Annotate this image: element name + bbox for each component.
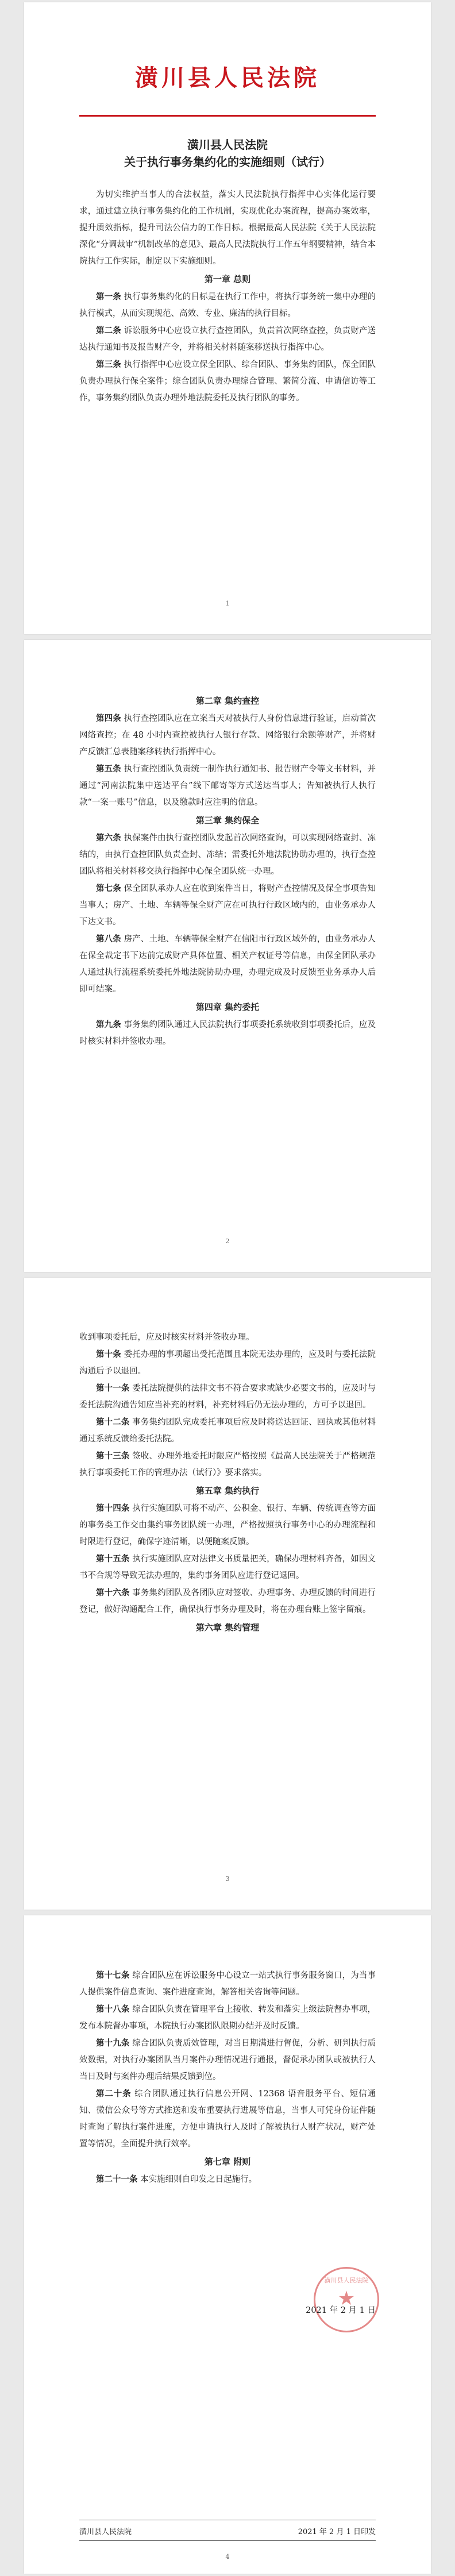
article-text: 执保案件由执行查控团队发起首次网络查询，可以实现网络查封、冻结的，由执行查控团队负责查封、冻结；需委托外地法院协助办理的，执行查控团队将相关材料移交执行指挥中心保全团队统一办理。: [79, 834, 376, 876]
article-number: 第四条: [96, 714, 121, 723]
article-text: 执行查控团队应在立案当天对被执行人身份信息进行验证，启动首次网络查控；在 48 小时内查控被执行人银行存款、网络银行余额等财产，并将财产反馈汇总表随案移转执行指挥中心。: [79, 714, 376, 757]
article-number: 第二十一条: [96, 2174, 138, 2184]
article-number: 第十九条: [96, 2038, 130, 2048]
article-number: 第十七条: [96, 1970, 130, 1980]
article-6: [79, 830, 376, 880]
footer-bottom-rule: [79, 2540, 376, 2541]
article-text: 执行事务集约化的目标是在执行工作中，将执行事务统一集中办理的执行模式，从而实现规范、高效、专业、廉洁的执行目标。: [79, 292, 376, 318]
document-page-2: [24, 640, 431, 1272]
masthead-divider: [79, 115, 376, 117]
article-number: 第二条: [96, 326, 121, 336]
article-text: 诉讼服务中心应设立执行查控团队，负责首次网络查控，负责财产送达执行通知书及报告财产令，并将相关材料随案移送执行指挥中心。: [79, 326, 376, 352]
article-15: [79, 1551, 376, 1584]
article-number: 第十八条: [96, 2004, 130, 2014]
article-10: [79, 1346, 376, 1380]
page-number: 2: [225, 1237, 230, 1245]
article-number: 第五条: [96, 764, 121, 774]
article-text: 执行查控团队负责统一制作执行通知书、报告财产令等文书材料，并通过“河南法院集中送达平台”线下邮寄等方式送达当事人；告知被执行人执行款“一案一账号”信息，以及缴款时应注明的信息。: [79, 765, 376, 807]
red-masthead: 潢川县人民法院: [135, 64, 320, 91]
article-4: [79, 710, 376, 761]
article-number: 第一条: [96, 292, 121, 302]
article-text: 综合团队通过执行信息公开网、12368 语音服务平台、短信通知、微信公众号等方式推送和发布重要执行进展等信息，当事人可凭身份证件随时查询了解执行案件进度，方便申请执行人及时了解被执行人财产状况，财产处置等情况，全面提升执行效率。: [79, 2089, 376, 2149]
article-text: 委托法院提供的法律文书不符合要求或缺少必要文书的，应及时与委托法院沟通告知应当补充的材料，补充材料后仍无法办理的，方可予以退回。: [79, 1384, 376, 1410]
article-17: [79, 1967, 376, 2001]
page-number: 3: [225, 1875, 230, 1883]
article-text: 执行实施团队可将不动产、公积金、银行、车辆、传统调查等方面的事务类工作交由集约事务团队统一办理，严格按照执行事务中心的办理流程和时限进行登记，确保字迹清晰，以便随案反馈。: [79, 1504, 376, 1547]
article-text: 委托办理的事项超出受托范围且本院无法办理的，应及时与委托法院沟通后予以退回。: [79, 1350, 376, 1376]
chapter-6-heading: 第六章 集约管理: [195, 1622, 260, 1633]
court-seal: [314, 2267, 379, 2332]
title-line-1: 潢川县人民法院: [187, 138, 268, 152]
continued-text: 收到事项委托后，应及时核实材料并签收办理。: [79, 1333, 255, 1342]
title-line-2: 关于执行事务集约化的实施细则（试行）: [124, 155, 331, 169]
article-3: [79, 356, 376, 407]
article-number: 第十条: [96, 1349, 121, 1359]
article-number: 第二十条: [96, 2089, 132, 2099]
article-2: [79, 322, 376, 356]
article-21: [79, 2171, 376, 2188]
article-text: 执行实施团队应对法律文书质量把关，确保办理材料齐备，如因文书不合规等导致无法办理的，集约事务团队应进行登记退回。: [79, 1555, 376, 1580]
article-7: [79, 880, 376, 931]
article-5: [79, 761, 376, 811]
article-1: [79, 288, 376, 322]
article-20: [79, 2085, 376, 2153]
article-number: 第七条: [96, 884, 121, 893]
chapter-5-heading: 第五章 集约执行: [195, 1486, 260, 1496]
footer-issuer: 潢川县人民法院: [79, 2528, 132, 2536]
article-text: 签收、办理外地委托时限应严格按照《最高人民法院关于严格规范执行事项委托工作的管理办法（试行）》要求落实。: [79, 1452, 376, 1478]
chapter-3-heading: 第三章 集约保全: [195, 815, 260, 826]
article-16: [79, 1584, 376, 1618]
article-text: 房产、土地、车辆等保全财产在信阳市行政区域外的，由业务承办人在保全裁定书下达前完成财产具体位置、相关产权证号等信息，由保全团队承办人通过执行流程系统委托外地法院协助办理，办理完成及时反馈至业务承办人后即可结案。: [79, 935, 376, 994]
signature-date: 2021 年 2 月 1 日: [306, 2306, 376, 2315]
article-number: 第三条: [96, 360, 121, 369]
article-11: [79, 1380, 376, 1414]
article-14: [79, 1500, 376, 1551]
article-text: 执行指挥中心应设立保全团队、综合团队、事务集约团队，保全团队负责办理执行保全案件；综合团队负责办理综合管理、繁简分流、申请信访等工作，事务集约团队负责办理外地法院委托及执行团队的事务。: [79, 360, 376, 403]
article-text: 事务集约团队及各团队应对签收、办理事务、办理反馈的时间进行登记，做好沟通配合工作，确保执行事务办理及时，将在办理台账上签字留痕。: [79, 1588, 376, 1614]
footer-issue-date: 2021 年 2 月 1 日印发: [298, 2528, 376, 2536]
seal-star-icon: ★: [337, 2287, 356, 2310]
article-text: 保全团队承办人应在收到案件当日，将财产查控情况及保全事项告知当事人；房产、土地、车辆等保全财产应在可执行行政区域内的，由业务承办人下达文书。: [79, 884, 376, 927]
article-number: 第十三条: [96, 1451, 130, 1461]
article-text: 事务集约团队完成委托事项后应及时将送达回证、回执或其他材料通过系统反馈给委托法院。: [79, 1418, 376, 1444]
chapter-2-heading: 第二章 集约查控: [195, 696, 260, 706]
document-page-4: [24, 1915, 431, 2574]
article-number: 第六条: [96, 833, 121, 843]
article-text: 综合团队负责质效管理，对当日期满进行督促，分析、研判执行质效数据，对执行办案团队当月案件办理情况进行通报，督促承办团队或被执行人当日及时与案件办理后结果反馈到位。: [79, 2039, 376, 2081]
article-text: 综合团队应在诉讼服务中心设立一站式执行事务服务窗口，为当事人提供案件信息查询、案件进度查询，解答相关咨询等问题。: [79, 1971, 376, 1997]
article-text: 事务集约团队通过人民法院执行事项委托系统收到事项委托后，应及时核实材料并签收办理。: [79, 1020, 376, 1046]
page-number: 4: [225, 2553, 230, 2560]
article-number: 第八条: [96, 934, 121, 944]
article-19: [79, 2035, 376, 2085]
page-number: 1: [225, 600, 230, 607]
seal-text: 潢川县人民法院: [324, 2277, 369, 2284]
article-18: [79, 2001, 376, 2035]
chapter-7-heading: 第七章 附则: [204, 2157, 251, 2167]
article-number: 第九条: [96, 1020, 121, 1029]
article-8: [79, 931, 376, 998]
article-number: 第十四条: [96, 1503, 130, 1513]
document-title: [79, 136, 376, 171]
document-page-3: [24, 1278, 431, 1910]
article-number: 第十二条: [96, 1417, 130, 1427]
article-13: [79, 1448, 376, 1482]
article-9: [79, 1016, 376, 1050]
intro-paragraph: 为切实维护当事人的合法权益，落实人民法院执行指挥中心实体化运行要求，通过建立执行事务集约化的工作机制，实现优化办案流程，提高办案效率，提升质效指标，提升司法公信力的工作目标。根据最高人民法院《关于人民法院深化“分调裁审”机制改革的意见》、最高人民法院执行工作五年纲要精神，结合本院执行工作实际，制定以下实施细则。: [79, 190, 376, 266]
article-text: 本实施细则自印发之日起施行。: [140, 2175, 257, 2184]
document-page-1: [24, 2, 431, 634]
article-12: [79, 1414, 376, 1448]
article-number: 第十六条: [96, 1588, 130, 1598]
article-number: 第十一条: [96, 1383, 130, 1393]
chapter-4-heading: 第四章 集约委托: [195, 1002, 260, 1012]
article-text: 综合团队负责在管理平台上接收、转发和落实上级法院督办事项，发布本院督办事项，本院执行办案团队限期办结并及时反馈。: [79, 2005, 376, 2031]
article-number: 第十五条: [96, 1554, 130, 1564]
chapter-1-heading: 第一章 总则: [204, 274, 251, 284]
